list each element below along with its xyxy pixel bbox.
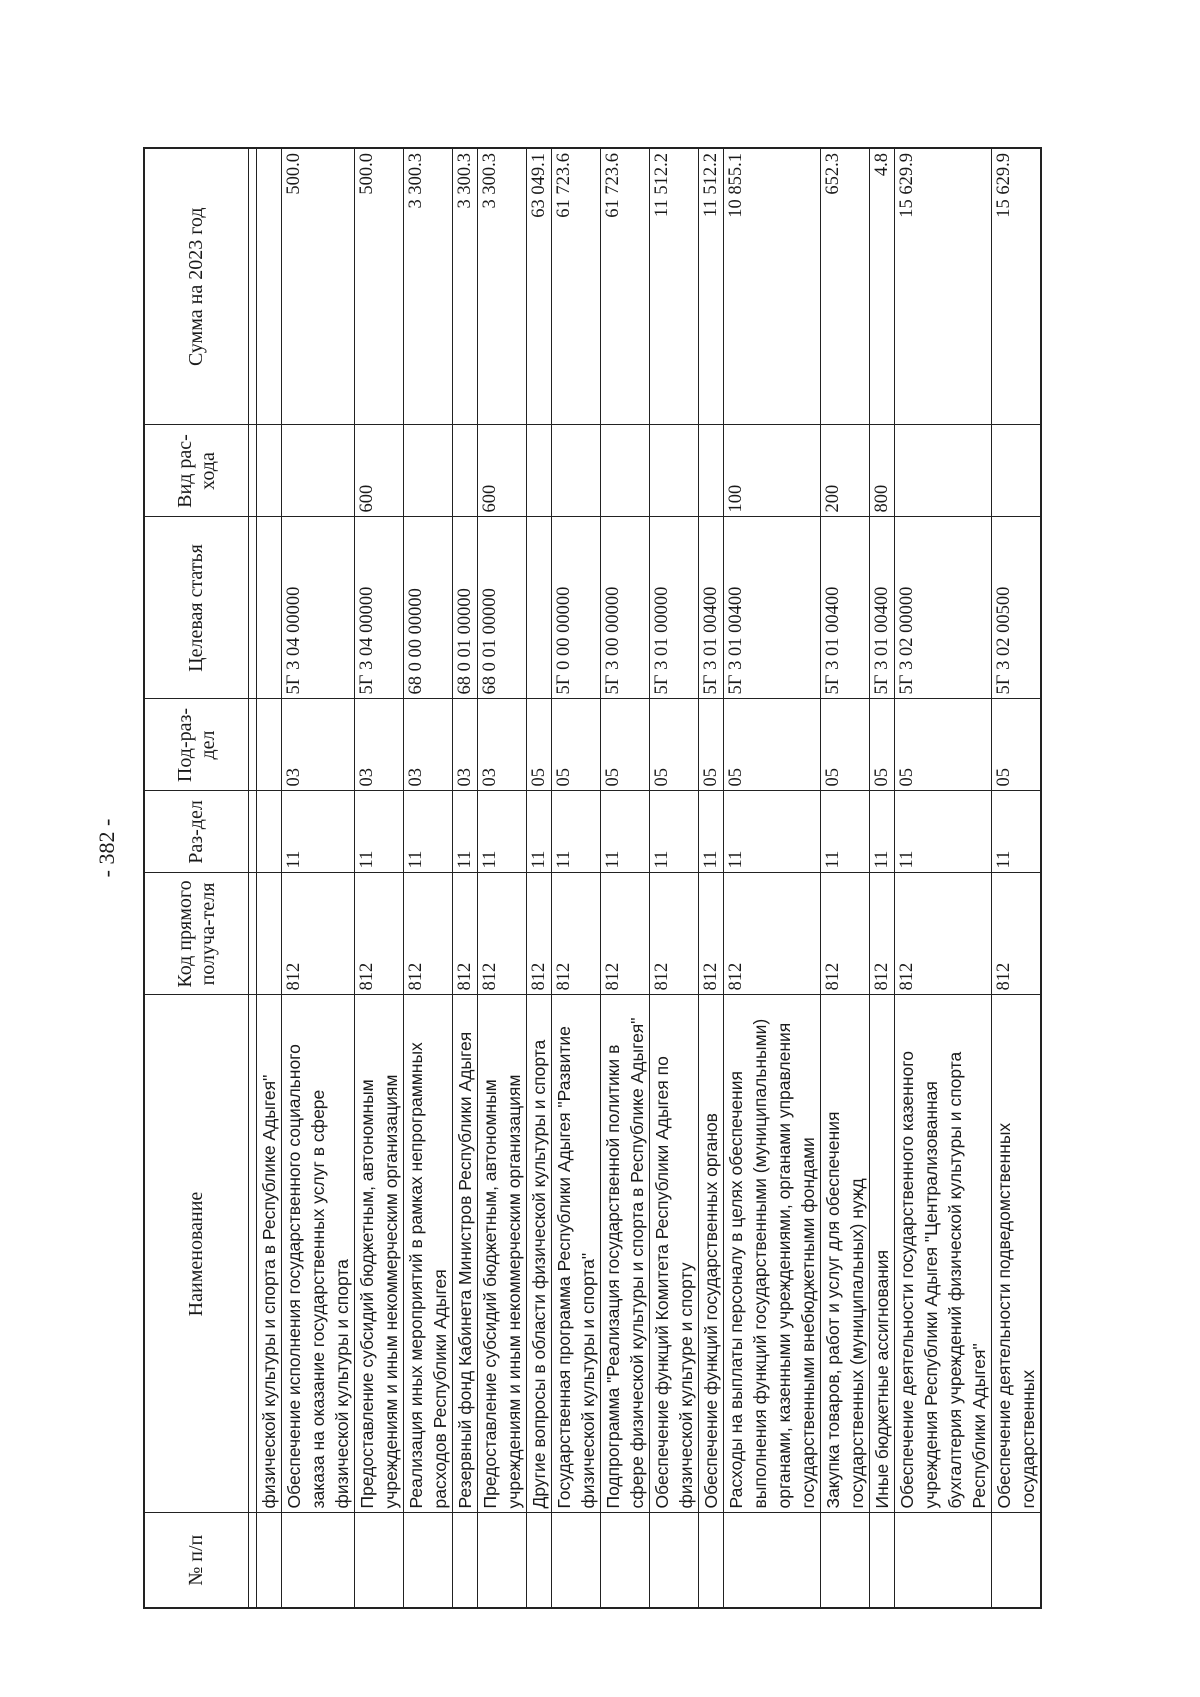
cell-expense-type: [404, 425, 453, 517]
cell-code: 812: [404, 873, 453, 995]
cell-target: 5Г 3 04 00000: [282, 517, 355, 699]
cell-target: 68 0 01 00000: [478, 517, 527, 699]
cell-amount: 3 300.3: [478, 148, 527, 425]
cell-num: [992, 1513, 1042, 1608]
cell-name: Другие вопросы в области физической культуры и спорта: [527, 995, 552, 1513]
cell-name: физической культуры и спорта в Республике Адыгея": [257, 995, 282, 1513]
spacer-row: [249, 148, 257, 1608]
cell-subsection: 05: [992, 699, 1042, 791]
cell-code: [257, 873, 282, 995]
cell-expense-type: 800: [870, 425, 895, 517]
cell-expense-type: [601, 425, 650, 517]
cell-subsection: 05: [821, 699, 870, 791]
cell-subsection: 03: [478, 699, 527, 791]
cell-code: 812: [821, 873, 870, 995]
cell-target: 5Г 3 01 00400: [821, 517, 870, 699]
cell-name: Предоставление субсидий бюджетным, автономным учреждениям и иным некоммерческим организациям: [355, 995, 404, 1513]
cell-section: 11: [404, 791, 453, 873]
cell-name: Обеспечение деятельности государственного казенного учреждения Республики Адыгея "Централизованная бухгалтерия учреждений физической культуры и спорта Республики Адыгея": [895, 995, 992, 1513]
cell-target: 5Г 0 00 00000: [552, 517, 601, 699]
table-row: [478, 148, 527, 1608]
table-row: [355, 148, 404, 1608]
cell-code: 812: [650, 873, 699, 995]
header-target: Целевая статья: [144, 517, 249, 699]
cell-num: [478, 1513, 527, 1608]
cell-num: [699, 1513, 724, 1608]
cell-amount: 500.0: [355, 148, 404, 425]
table-header-row: [144, 148, 249, 1608]
cell-amount: 15 629.9: [895, 148, 992, 425]
table-row: [870, 148, 895, 1608]
table-row: [404, 148, 453, 1608]
cell-amount: 3 300.3: [453, 148, 478, 425]
header-num: № п/п: [144, 1513, 249, 1608]
table-body: [249, 148, 1042, 1608]
cell-name: Подпрограмма "Реализация государственной политики в сфере физической культуры и спорта в Республике Адыгея": [601, 995, 650, 1513]
cell-expense-type: [650, 425, 699, 517]
cell-name: Обеспечение функций Комитета Республики Адыгея по физической культуре и спорту: [650, 995, 699, 1513]
cell-code: 812: [870, 873, 895, 995]
cell-name: Резервный фонд Кабинета Министров Республики Адыгея: [453, 995, 478, 1513]
cell-num: [650, 1513, 699, 1608]
cell-num: [257, 1513, 282, 1608]
cell-name: Реализация иных мероприятий в рамках непрограммных расходов Республики Адыгея: [404, 995, 453, 1513]
cell-section: 11: [552, 791, 601, 873]
cell-subsection: 05: [650, 699, 699, 791]
table-row: [895, 148, 992, 1608]
cell-target: 5Г 3 02 00500: [992, 517, 1042, 699]
cell-code: 812: [601, 873, 650, 995]
cell-section: 11: [992, 791, 1042, 873]
cell-expense-type: [282, 425, 355, 517]
cell-subsection: 05: [699, 699, 724, 791]
cell-section: 11: [355, 791, 404, 873]
table-row: [282, 148, 355, 1608]
cell-num: [821, 1513, 870, 1608]
cell-section: 11: [650, 791, 699, 873]
cell-name: Обеспечение деятельности подведомственных государственных: [992, 995, 1042, 1513]
cell-code: 812: [552, 873, 601, 995]
cell-section: 11: [282, 791, 355, 873]
cell-subsection: 03: [355, 699, 404, 791]
cell-subsection: 05: [724, 699, 821, 791]
cell-section: 11: [821, 791, 870, 873]
cell-amount: 652.3: [821, 148, 870, 425]
cell-amount: 11 512.2: [650, 148, 699, 425]
table-row: [821, 148, 870, 1608]
cell-code: 812: [282, 873, 355, 995]
header-name: Наименование: [144, 995, 249, 1513]
cell-subsection: 05: [601, 699, 650, 791]
cell-expense-type: [527, 425, 552, 517]
table-row: [724, 148, 821, 1608]
cell-name: Иные бюджетные ассигнования: [870, 995, 895, 1513]
cell-code: 812: [527, 873, 552, 995]
cell-name: Расходы на выплаты персоналу в целях обеспечения выполнения функций государственными (муниципальными) органами, казенными учреждениями, органами управления государственными внебюджетными фондами: [724, 995, 821, 1513]
page-number: - 382 -: [94, 818, 119, 878]
cell-expense-type: 600: [355, 425, 404, 517]
cell-amount: 63 049.1: [527, 148, 552, 425]
cell-num: [404, 1513, 453, 1608]
cell-expense-type: [552, 425, 601, 517]
table-row: [552, 148, 601, 1608]
cell-num: [453, 1513, 478, 1608]
table-row: [527, 148, 552, 1608]
cell-subsection: 03: [282, 699, 355, 791]
table-row: [992, 148, 1042, 1608]
cell-target: 68 0 00 00000: [404, 517, 453, 699]
cell-target: 68 0 01 00000: [453, 517, 478, 699]
cell-target: [257, 517, 282, 699]
cell-target: 5Г 3 04 00000: [355, 517, 404, 699]
cell-num: [870, 1513, 895, 1608]
cell-code: 812: [895, 873, 992, 995]
cell-target: 5Г 3 00 00000: [601, 517, 650, 699]
cell-amount: 500.0: [282, 148, 355, 425]
cell-section: [257, 791, 282, 873]
cell-expense-type: [992, 425, 1042, 517]
cell-name: Закупка товаров, работ и услуг для обеспечения государственных (муниципальных) нужд: [821, 995, 870, 1513]
header-code: Код прямого получа-теля: [144, 873, 249, 995]
cell-amount: [257, 148, 282, 425]
cell-amount: 11 512.2: [699, 148, 724, 425]
cell-section: 11: [453, 791, 478, 873]
cell-num: [552, 1513, 601, 1608]
cell-subsection: [257, 699, 282, 791]
table-row: [699, 148, 724, 1608]
cell-amount: 61 723.6: [601, 148, 650, 425]
cell-num: [527, 1513, 552, 1608]
cell-name: Предоставление субсидий бюджетным, автономным учреждениям и иным некоммерческим организациям: [478, 995, 527, 1513]
cell-section: 11: [895, 791, 992, 873]
cell-code: 812: [355, 873, 404, 995]
table-row: [453, 148, 478, 1608]
cell-expense-type: 200: [821, 425, 870, 517]
cell-amount: 15 629.9: [992, 148, 1042, 425]
cell-amount: 10 855.1: [724, 148, 821, 425]
cell-code: 812: [724, 873, 821, 995]
header-section: Раз-дел: [144, 791, 249, 873]
cell-num: [282, 1513, 355, 1608]
cell-subsection: 05: [895, 699, 992, 791]
cell-code: 812: [699, 873, 724, 995]
cell-target: 5Г 3 01 00000: [650, 517, 699, 699]
cell-section: 11: [870, 791, 895, 873]
cell-expense-type: 100: [724, 425, 821, 517]
table-row: [650, 148, 699, 1608]
cell-subsection: 03: [404, 699, 453, 791]
rotated-table-container: [143, 149, 1055, 1609]
cell-name: Государственная программа Республики Адыгея "Развитие физической культуры и спорта": [552, 995, 601, 1513]
cell-num: [601, 1513, 650, 1608]
cell-amount: 4.8: [870, 148, 895, 425]
cell-num: [724, 1513, 821, 1608]
cell-code: 812: [453, 873, 478, 995]
cell-code: 812: [478, 873, 527, 995]
cell-expense-type: 600: [478, 425, 527, 517]
cell-amount: 61 723.6: [552, 148, 601, 425]
cell-target: 5Г 3 01 00400: [724, 517, 821, 699]
cell-subsection: 05: [527, 699, 552, 791]
header-subsection: Под-раз-дел: [144, 699, 249, 791]
header-expense-type: Вид рас-хода: [144, 425, 249, 517]
cell-section: 11: [478, 791, 527, 873]
cell-section: 11: [527, 791, 552, 873]
table-row: [257, 148, 282, 1608]
cell-subsection: 03: [453, 699, 478, 791]
cell-target: 5Г 3 01 00400: [870, 517, 895, 699]
cell-amount: 3 300.3: [404, 148, 453, 425]
cell-subsection: 05: [552, 699, 601, 791]
cell-name: Обеспечение исполнения государственного социального заказа на оказание государственных услуг в сфере физической культуры и спорта: [282, 995, 355, 1513]
cell-subsection: 05: [870, 699, 895, 791]
cell-section: 11: [601, 791, 650, 873]
cell-code: 812: [992, 873, 1042, 995]
cell-expense-type: [895, 425, 992, 517]
cell-num: [895, 1513, 992, 1608]
cell-target: [527, 517, 552, 699]
header-amount: Сумма на 2023 год: [144, 148, 249, 425]
cell-expense-type: [257, 425, 282, 517]
cell-expense-type: [699, 425, 724, 517]
cell-target: 5Г 3 02 00000: [895, 517, 992, 699]
cell-num: [355, 1513, 404, 1608]
cell-section: 11: [724, 791, 821, 873]
cell-expense-type: [453, 425, 478, 517]
cell-target: 5Г 3 01 00400: [699, 517, 724, 699]
cell-name: Обеспечение функций государственных органов: [699, 995, 724, 1513]
budget-table: [143, 147, 1042, 1609]
cell-section: 11: [699, 791, 724, 873]
table-row: [601, 148, 650, 1608]
